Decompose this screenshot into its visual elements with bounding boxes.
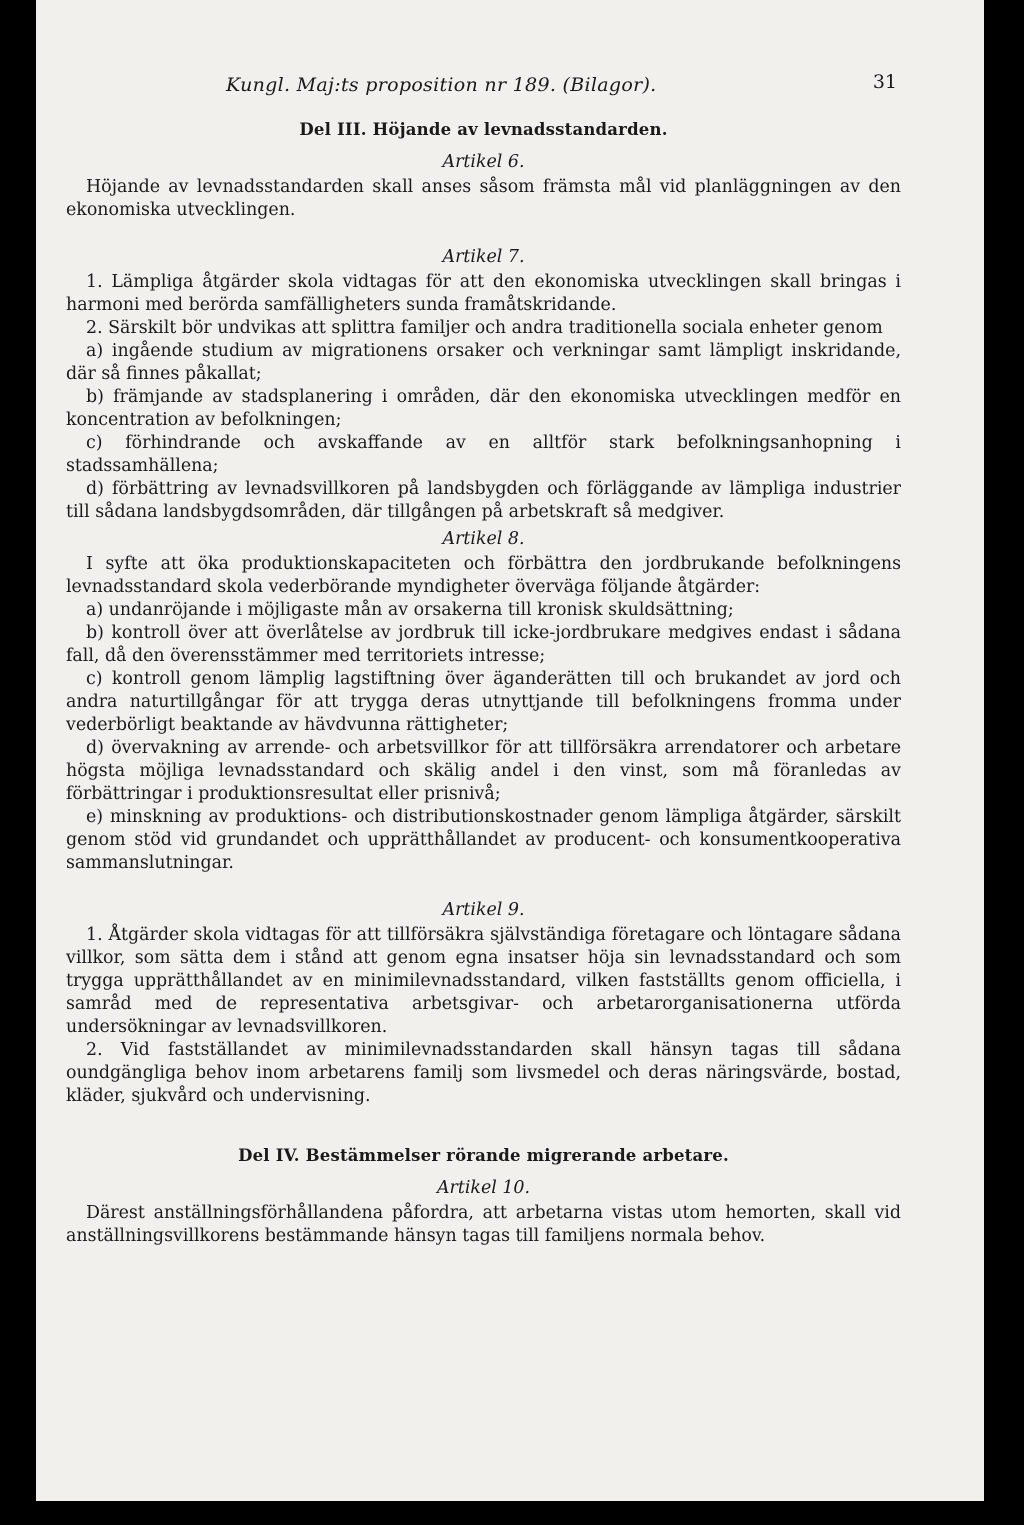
article-8-item-b: b) kontroll över att överlåtelse av jordbruk till icke-jordbrukare medgives endast i sådana fall, då den överensstämmer med territoriets intresse;	[66, 623, 901, 666]
running-header	[66, 50, 901, 94]
article-10-paragraph: Därest anställningsförhållandena påfordra, att arbetarna vistas utom hemorten, skall vid anställningsvillkorens bestämmande hänsyn tagas till familjens normala behov.	[66, 1203, 901, 1246]
article-7-item-c: c) förhindrande och avskaffande av en alltför stark befolkningsanhopning i stadssamhällena;	[66, 433, 901, 476]
article-10-title: Artikel 10.	[437, 1178, 530, 1198]
section-heading-del-iv: Del IV. Bestämmelser rörande migrerande arbetare.	[238, 1146, 729, 1165]
article-7-item-b: b) främjande av stadsplanering i områden, där den ekonomiska utvecklingen medför en koncentration av befolkningen;	[66, 387, 901, 430]
article-7-title: Artikel 7.	[442, 247, 525, 267]
article-9-paragraph-1: 1. Åtgärder skola vidtagas för att tillförsäkra självständiga företagare och löntagare sådana villkor, som sätta dem i stånd att genom egna insatser höja sin levnadsstandard och som trygga upprätthållandet av en minimilevnadsstandard, vilken fastställts genom officiella, i samråd med de representativa arbetsgivar- och arbetarorganisationerna utförda undersökningar av levnadsvillkoren.	[66, 925, 901, 1037]
section-heading-del-iii: Del III. Höjande av levnadsstandarden.	[299, 120, 668, 139]
article-8-item-e: e) minskning av produktions- och distributionskostnader genom lämpliga åtgärder, särskilt genom stöd vid grundandet och upprätthållandet av producent- och konsumentkooperativa sammanslutningar.	[66, 807, 901, 873]
article-8-title: Artikel 8.	[442, 529, 525, 549]
article-7-paragraph-1: 1. Lämpliga åtgärder skola vidtagas för att den ekonomiska utvecklingen skall bringas i harmoni med berörda samfälligheters sunda framåtskridande.	[66, 272, 901, 315]
article-8-item-a: a) undanröjande i möjligaste mån av orsakerna till kronisk skuldsättning;	[86, 600, 734, 620]
article-9-paragraph-2: 2. Vid fastställandet av minimilevnadsstandarden skall hänsyn tagas till sådana oundgängliga behov inom arbetarens familj som livsmedel och deras näringsvärde, bostad, kläder, sjukvård och undervisning.	[66, 1040, 901, 1106]
page-content	[66, 50, 901, 1248]
page-number: 31	[872, 71, 897, 93]
article-8-item-c: c) kontroll genom lämplig lagstiftning över äganderätten till och brukandet av jord och andra naturtillgångar för att trygga deras utnyttjande till befolkningens fromma under vederbörligt beaktande av hävdvunna rättigheter;	[66, 669, 901, 735]
scan-border-left	[0, 0, 36, 1525]
article-6-title: Artikel 6.	[442, 152, 525, 172]
article-9-title: Artikel 9.	[442, 900, 525, 920]
scan-border-right	[984, 0, 1024, 1525]
article-7-item-d: d) förbättring av levnadsvillkoren på landsbygden och förläggande av lämpliga industrier till sådana landsbygdsområden, där tillgången på arbetskraft så medgiver.	[66, 479, 901, 522]
article-7-paragraph-2: 2. Särskilt bör undvikas att splittra familjer och andra traditionella sociala enheter genom	[86, 318, 883, 338]
article-7-item-a: a) ingående studium av migrationens orsaker och verkningar samt lämpligt inskridande, där så finnes påkallat;	[66, 341, 901, 384]
running-title: Kungl. Maj:ts proposition nr 189. (Bilagor).	[226, 74, 657, 96]
article-8-item-d: d) övervakning av arrende- och arbetsvillkor för att tillförsäkra arrendatorer och arbetare högsta möjliga levnadsstandard och skälig andel i den vinst, som må föranledas av förbättringar i produktionsresultat eller prisnivå;	[66, 738, 901, 804]
article-6-paragraph: Höjande av levnadsstandarden skall anses såsom främsta mål vid planläggningen av den ekonomiska utvecklingen.	[66, 177, 901, 220]
scan-border-bottom	[0, 1501, 1024, 1525]
article-8-paragraph: I syfte att öka produktionskapaciteten och förbättra den jordbrukande befolkningens levnadsstandard skola vederbörande myndigheter överväga följande åtgärder:	[66, 554, 901, 597]
